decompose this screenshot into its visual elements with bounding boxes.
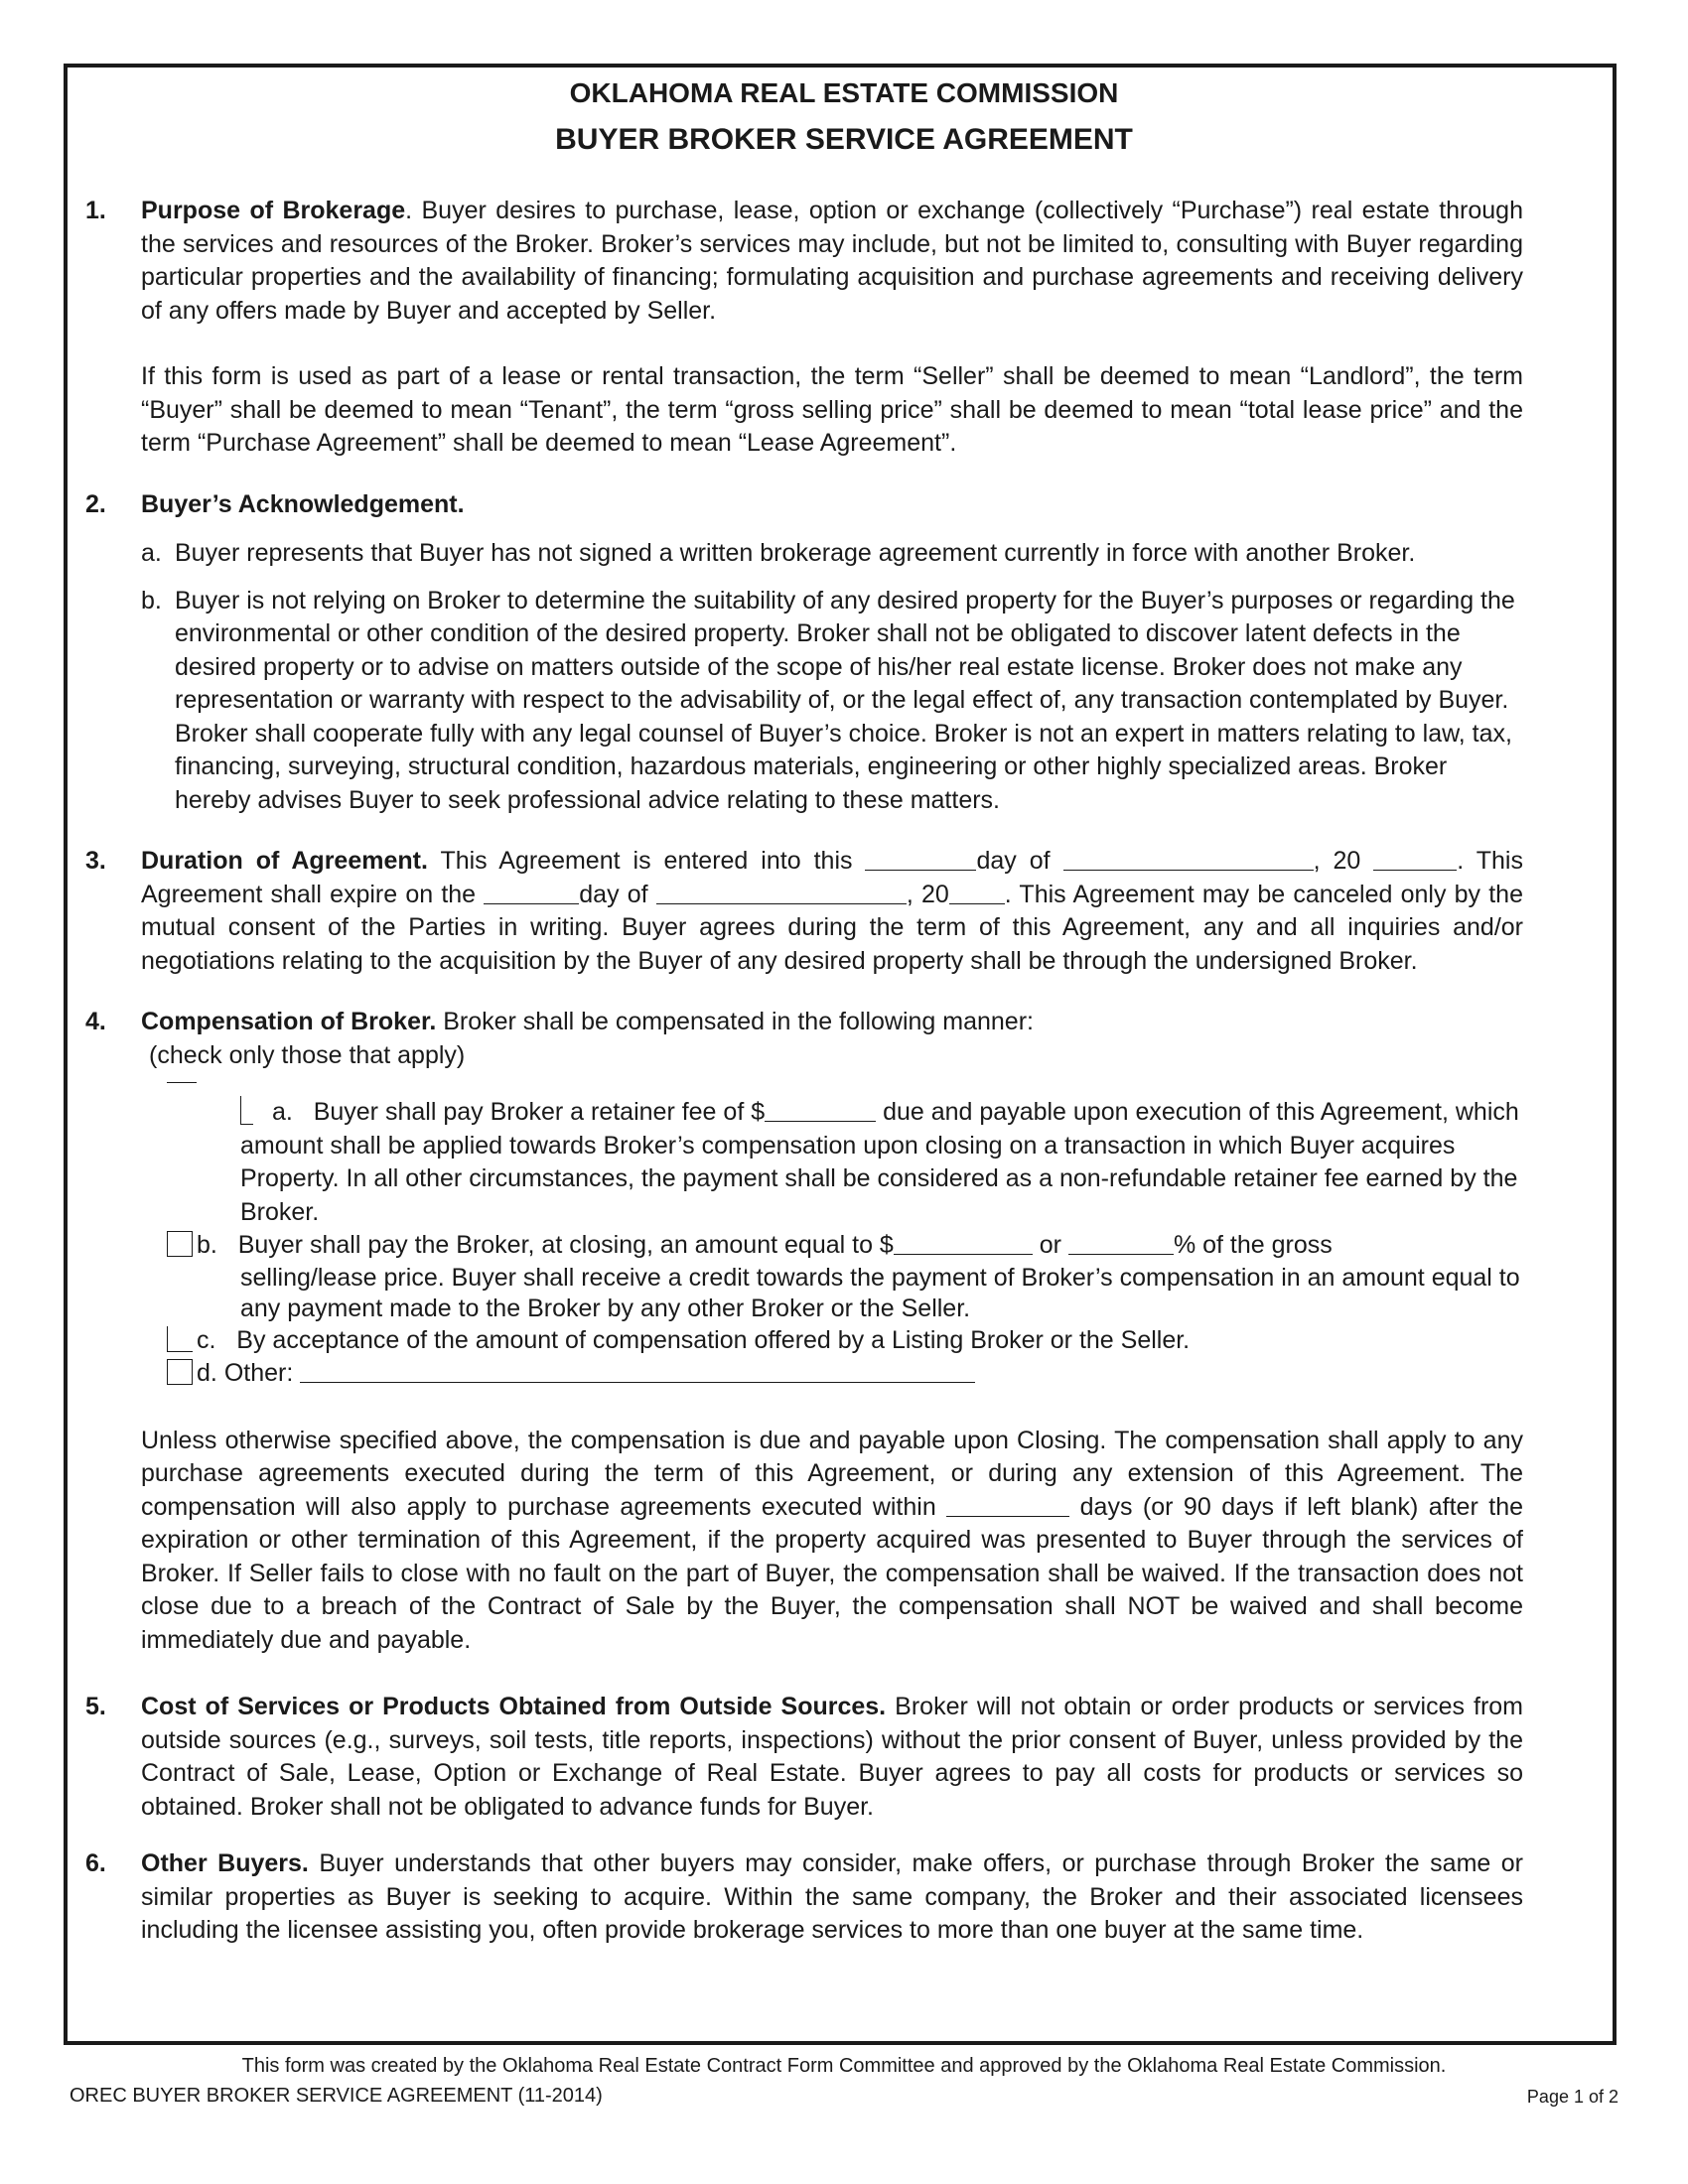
option-a [141,1096,1523,1229]
section-text: . Buyer desires to purchase, lease, option or exchange (collectively “Purchase”) real estate through the services and resources of the Broker. Broker’s services may include, but not be limited to, consulting with Buyer regarding particular properties and the availability of financing; formulating acquisition and purchase agreements and receiving delivery of any offers made by Buyer and accepted by Seller. [141,197,1523,325]
lease-definition-paragraph: If this form is used as part of a lease or rental transaction, the term “Seller” shall be deemed to mean “Landlord”, the term “Buyer” shall be deemed to mean “Tenant”, the term “gross selling price” shall be deemed to mean “total lease price” and the term “Purchase Agreement” shall be deemed to mean “Lease Agreement”. [141,362,1523,457]
text-run: This Agreement is entered into this [427,847,866,875]
section-text: Buyer understands that other buyers may consider, make offers, or purchase through Broker the same or similar properties as Buyer is seeking to acquire. Within the same company, the Broker and their associated licensees including the licensee assisting you, often provide brokerage services to more than one buyer at the same time. [141,1849,1523,1944]
retainer-fee-field[interactable] [765,1099,876,1122]
section-paragraph [141,1847,1523,1948]
text-run: day of [579,880,656,908]
document-title: BUYER BROKER SERVICE AGREEMENT [555,123,1133,156]
section-heading: Duration of Agreement. [141,847,428,875]
option-text: By acceptance of the amount of compensation offered by a Listing Broker or the Seller. [236,1325,1191,1354]
option-text: Other: [223,1359,294,1387]
section-paragraph [141,195,1523,328]
section-other-buyers [85,1847,1523,1948]
option-d-checkbox[interactable] [167,1359,193,1385]
section-number: 3. [85,847,106,875]
clause-a [141,537,1523,571]
clause-text: Buyer is not relying on Broker to determine the suitability of any desired property for the Buyer’s purposes or regarding the environmental or other condition of the desired property. Broker shall not be obligated to discover latent defects in the desired property or to advise on matters outside of the scope of his/her real estate license. Broker does not make any representation or warranty with respect to the advisability of, or the legal effect of, any transaction contemplated by Buyer. Broker shall cooperate fully with any legal counsel of Buyer’s choice. Broker is not an expert in matters relating to law, tax, financing, surveying, structural condition, hazardous materials, engineering or other highly specialized areas. Broker hereby advises Buyer to seek professional advice relating to these matters. [175,586,1515,814]
option-c [141,1324,1523,1358]
other-field[interactable] [300,1360,975,1383]
section-number: 2. [85,489,106,518]
section-paragraph [141,845,1523,978]
section-number: 1. [85,197,106,224]
section-acknowledgement [85,488,1523,818]
section-number: 4. [85,1008,106,1035]
section-text: Broker shall be compensated in the following manner: [436,1008,1034,1035]
option-b-checkbox[interactable] [167,1231,193,1257]
section-purpose [85,195,1523,461]
option-b-line [167,1229,1523,1263]
option-label: b. [197,1231,217,1259]
entry-month-field[interactable] [1063,848,1314,871]
entry-year-field[interactable] [1373,848,1457,871]
option-c-checkbox[interactable] [167,1326,193,1352]
clause-b [141,585,1523,818]
compensation-paragraph [141,1425,1523,1658]
section-duration [85,845,1523,978]
option-a-mark [167,1082,197,1083]
text-run: or [1032,1231,1068,1259]
option-c-line [167,1324,1523,1358]
expire-day-field[interactable] [484,882,579,904]
section-number: 5. [85,1693,106,1720]
text-run: Buyer shall pay the Broker, at closing, an amount equal to $ [237,1231,894,1259]
expire-month-field[interactable] [656,882,907,904]
days-field[interactable] [946,1494,1069,1517]
option-d [141,1357,1523,1391]
footer-note: This form was created by the Oklahoma Real Estate Contract Form Committee and approved by the Oklahoma Real Estate Commission. [241,2055,1447,2077]
clause-label: a. [141,539,162,567]
expire-year-field[interactable] [949,882,1005,904]
option-d-line [167,1357,1523,1391]
section-compensation [85,1006,1523,1657]
text-run: day of [976,847,1063,875]
clause-text: Buyer represents that Buyer has not signed a written brokerage agreement currently in force with another Broker. [175,539,1416,567]
option-label: a. [272,1098,293,1126]
section-heading: Compensation of Broker. [141,1008,437,1035]
page-number: Page 1 of 2 [1526,2087,1618,2107]
text-run: , 20 [1313,847,1374,875]
percent-field[interactable] [1068,1232,1174,1255]
form-identifier: OREC BUYER BROKER SERVICE AGREEMENT (11-2014) [70,2085,603,2107]
section-heading: Purpose of Brokerage [141,197,406,224]
text-run: days (or 90 days if left blank) after the expiration or other termination of this Agreement, if the property acquired was presented to Buyer through the services of Broker. If Seller fails to close with no fault on the part of Buyer, the compensation shall be waived. If the transaction does not close due to a breach of the Contract of Sale by the Buyer, the compensation shall NOT be waived and shall become immediately due and payable. [141,1492,1523,1654]
text-run: % of the gross [1173,1231,1333,1259]
section-heading: Cost of Services or Products Obtained from Outside Sources. [141,1693,887,1720]
section-paragraph [141,1691,1523,1824]
section-text: Broker will not obtain or order products or services from outside sources (e.g., surveys, soil tests, title reports, inspections) without the prior consent of Buyer, unless provided by the Contract of Sale, Lease, Option or Exchange of Real Estate. Buyer agrees to pay all costs for products or services so obtained. Broker shall not be obligated to advance funds for Buyer. [141,1693,1523,1821]
section-heading: Buyer’s Acknowledgement. [141,489,465,518]
text-run: . This Agreement shall expire on the [141,847,1523,908]
section-heading: Other Buyers. [141,1849,309,1877]
text-run: . This Agreement may be canceled only by the mutual consent of the Parties in writing. Buyer agrees during the term of this Agreement, any and all inquiries and/or negotiations relating to the acquisition by the Buyer of any desired property shall be through the undersigned Broker. [141,880,1523,975]
section-paragraph [141,1006,1523,1039]
option-a-checkbox[interactable] [240,1096,253,1125]
text-run: Buyer shall pay Broker a retainer fee of $ [313,1098,766,1126]
option-a-text [240,1096,1523,1229]
option-b [141,1229,1523,1324]
text-run: due and payable upon execution of this Agreement, which amount shall be applied towards Broker’s compensation upon closing on a transaction in which Buyer acquires Property. In all other circumstances, the payment shall be considered as a non-refundable retainer fee earned by the Broker. [240,1098,1519,1226]
option-label: c. [197,1325,216,1354]
entry-day-field[interactable] [865,848,976,871]
organization-title: OKLAHOMA REAL ESTATE COMMISSION [569,77,1119,108]
amount-field[interactable] [894,1232,1033,1255]
agreement-body [85,195,1607,1948]
section-number: 6. [85,1849,106,1877]
text-run: Unless otherwise specified above, the compensation is due and payable upon Closing. The compensation shall apply to any purchase agreements executed during the term of this Agreement, or during any extension of this Agreement. The compensation will also apply to purchase agreements executed within [141,1426,1523,1521]
clause-label: b. [141,586,162,614]
section-outside-costs [85,1691,1523,1824]
option-label: d. [197,1359,217,1387]
text-run: , 20 [906,880,949,908]
check-instruction: (check only those that apply) [149,1040,466,1069]
option-b-text: selling/lease price. Buyer shall receive a credit towards the payment of Broker’s compensation in an amount equal to any payment made to the Broker by any other Broker or the Seller. [240,1263,1520,1322]
